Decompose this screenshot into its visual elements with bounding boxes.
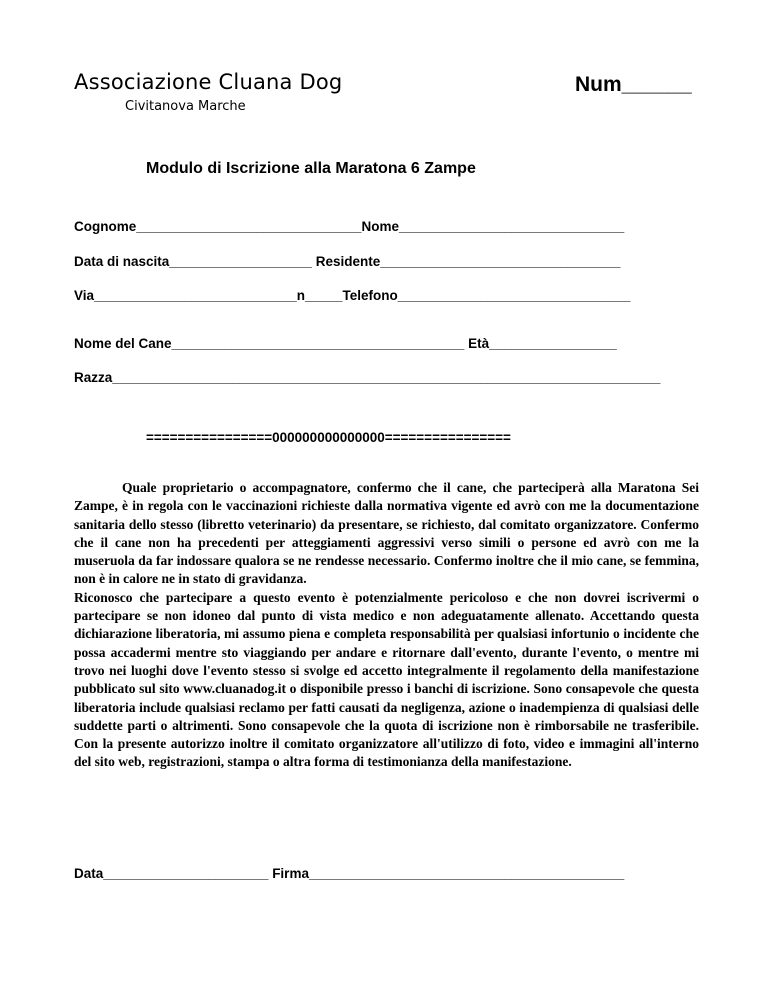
form-title: Modulo di Iscrizione alla Maratona 6 Zampe	[146, 160, 476, 177]
declaration-paragraph-1: Quale proprietario o accompagnatore, confermo che il cane, che parteciperà alla Maratona Sei Zampe, è in regola con le vaccinazioni richieste dalla normativa vigente ed avrò con me la documentazione sanitaria dello stesso (libretto veterinario) da presentare, se richiesto, dal comitato organizzatore. Confermo che il cane non ha precedenti per atteggiamenti aggressivi verso simili o persone ed avrò con me la museruola da far indossare qualora se ne rendesse necessario. Confermo inoltre che il mio cane, se femmina, non è in calore ne in stato di gravidanza.	[74, 480, 699, 587]
org-name: Associazione Cluana Dog	[74, 70, 343, 94]
section-separator: ================000000000000000================	[146, 430, 511, 445]
birthdate-residence-fields[interactable]: Data di nascita___________________ Residente________________________________	[74, 254, 621, 269]
org-city: Civitanova Marche	[125, 99, 246, 114]
form-number-field[interactable]: Num______	[575, 73, 692, 96]
declaration-paragraph-2: Riconosco che partecipare a questo evento è potenzialmente pericoloso e che non dovrei iscrivermi o partecipare se non idoneo dal punto di vista medico e non adeguatamente allenato. Accettando questa dichiarazione liberatoria, mi assumo piena e completa responsabilità per qualsiasi infortunio o incidente che possa accadermi mentre sto viaggiando per andare e ritornare dall'evento, durante l'evento, o mentre mi trovo nei luoghi dove l'evento stesso si svolge ed accetto integralmente il regolamento della manifestazione pubblicato sul sito www.cluanadog.it o disponibile presso i banchi di iscrizione. Sono consapevole che questa liberatoria include qualsiasi reclamo per fatti causati da negligenza, azione o inadempienza di qualsiasi delle suddette parti o altrimenti. Sono consapevole che la quota di iscrizione non è rimborsabile ne trasferibile. Con la presente autorizzo inoltre il comitato organizzatore all'utilizzo di foto, video e immagini all'interno del sito web, registrazioni, stampa o altra forma di testimonianza della manifestazione.	[74, 589, 699, 770]
date-signature-fields[interactable]: Data______________________ Firma__________________________________________	[74, 866, 625, 881]
declaration-text	[74, 479, 699, 772]
address-phone-fields[interactable]: Via___________________________n_____Telefono_______________________________	[74, 288, 631, 303]
breed-field[interactable]: Razza_________________________________________________________________________	[74, 370, 661, 385]
dog-name-age-fields[interactable]: Nome del Cane_______________________________________ Età_________________	[74, 336, 617, 351]
surname-name-fields[interactable]: Cognome______________________________Nome______________________________	[74, 219, 625, 234]
